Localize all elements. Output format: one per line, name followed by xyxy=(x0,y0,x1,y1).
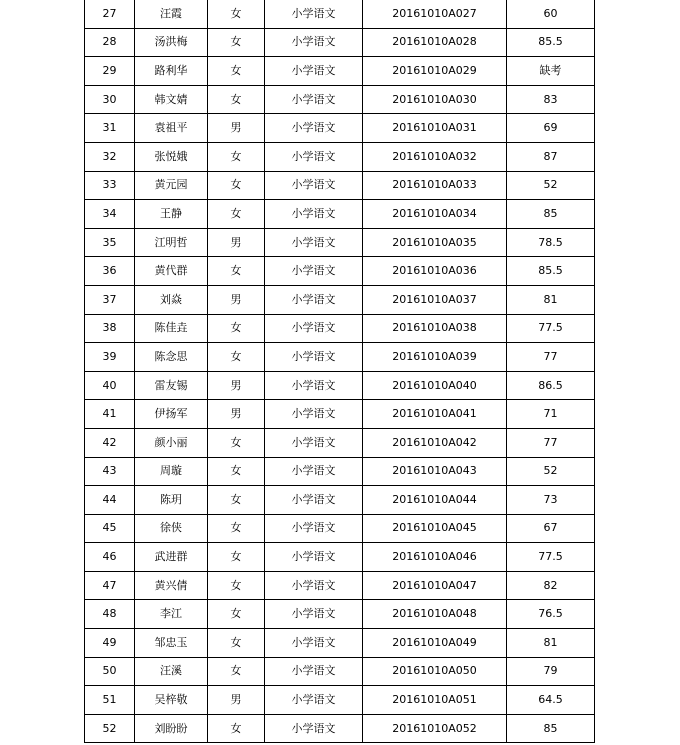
score-cell: 79 xyxy=(507,657,595,686)
subject-cell: 小学语文 xyxy=(265,400,363,429)
row-number-cell: 47 xyxy=(85,571,135,600)
score-cell: 69 xyxy=(507,114,595,143)
exam-id-cell: 20161010A039 xyxy=(363,343,507,372)
exam-id-cell: 20161010A049 xyxy=(363,629,507,658)
gender-cell: 女 xyxy=(208,600,265,629)
name-cell: 徐侠 xyxy=(135,514,208,543)
table-row xyxy=(85,571,595,600)
score-cell: 81 xyxy=(507,285,595,314)
score-cell: 85.5 xyxy=(507,28,595,57)
row-number-cell: 41 xyxy=(85,400,135,429)
table-row xyxy=(85,486,595,515)
subject-cell: 小学语文 xyxy=(265,571,363,600)
subject-cell: 小学语文 xyxy=(265,200,363,229)
row-number-cell: 30 xyxy=(85,85,135,114)
subject-cell: 小学语文 xyxy=(265,228,363,257)
gender-cell: 女 xyxy=(208,28,265,57)
gender-cell: 男 xyxy=(208,228,265,257)
score-cell: 52 xyxy=(507,457,595,486)
subject-cell: 小学语文 xyxy=(265,285,363,314)
exam-id-cell: 20161010A048 xyxy=(363,600,507,629)
subject-cell: 小学语文 xyxy=(265,85,363,114)
gender-cell: 女 xyxy=(208,714,265,743)
gender-cell: 女 xyxy=(208,343,265,372)
exam-id-cell: 20161010A052 xyxy=(363,714,507,743)
table-row xyxy=(85,514,595,543)
subject-cell: 小学语文 xyxy=(265,257,363,286)
subject-cell: 小学语文 xyxy=(265,686,363,715)
name-cell: 江明哲 xyxy=(135,228,208,257)
table-row xyxy=(85,228,595,257)
subject-cell: 小学语文 xyxy=(265,657,363,686)
gender-cell: 女 xyxy=(208,657,265,686)
gender-cell: 男 xyxy=(208,285,265,314)
subject-cell: 小学语文 xyxy=(265,57,363,86)
score-cell: 60 xyxy=(507,0,595,28)
name-cell: 周璇 xyxy=(135,457,208,486)
name-cell: 武进群 xyxy=(135,543,208,572)
row-number-cell: 34 xyxy=(85,200,135,229)
score-cell: 52 xyxy=(507,171,595,200)
name-cell: 颜小丽 xyxy=(135,428,208,457)
table-row xyxy=(85,171,595,200)
table-row xyxy=(85,142,595,171)
table-row xyxy=(85,28,595,57)
table-row xyxy=(85,85,595,114)
table-row xyxy=(85,114,595,143)
name-cell: 黄代群 xyxy=(135,257,208,286)
subject-cell: 小学语文 xyxy=(265,28,363,57)
gender-cell: 男 xyxy=(208,371,265,400)
name-cell: 伊扬军 xyxy=(135,400,208,429)
exam-id-cell: 20161010A034 xyxy=(363,200,507,229)
gender-cell: 女 xyxy=(208,171,265,200)
name-cell: 邹忠玉 xyxy=(135,629,208,658)
name-cell: 李江 xyxy=(135,600,208,629)
score-cell: 64.5 xyxy=(507,686,595,715)
table-row xyxy=(85,314,595,343)
gender-cell: 女 xyxy=(208,629,265,658)
gender-cell: 女 xyxy=(208,57,265,86)
row-number-cell: 45 xyxy=(85,514,135,543)
exam-id-cell: 20161010A037 xyxy=(363,285,507,314)
name-cell: 吴梓敬 xyxy=(135,686,208,715)
subject-cell: 小学语文 xyxy=(265,142,363,171)
gender-cell: 女 xyxy=(208,257,265,286)
exam-id-cell: 20161010A035 xyxy=(363,228,507,257)
name-cell: 汪霞 xyxy=(135,0,208,28)
gender-cell: 女 xyxy=(208,142,265,171)
subject-cell: 小学语文 xyxy=(265,514,363,543)
exam-id-cell: 20161010A036 xyxy=(363,257,507,286)
score-cell: 76.5 xyxy=(507,600,595,629)
row-number-cell: 36 xyxy=(85,257,135,286)
name-cell: 汤洪梅 xyxy=(135,28,208,57)
row-number-cell: 50 xyxy=(85,657,135,686)
row-number-cell: 38 xyxy=(85,314,135,343)
row-number-cell: 51 xyxy=(85,686,135,715)
row-number-cell: 39 xyxy=(85,343,135,372)
score-cell: 82 xyxy=(507,571,595,600)
row-number-cell: 28 xyxy=(85,28,135,57)
row-number-cell: 32 xyxy=(85,142,135,171)
row-number-cell: 27 xyxy=(85,0,135,28)
row-number-cell: 46 xyxy=(85,543,135,572)
table-row xyxy=(85,686,595,715)
subject-cell: 小学语文 xyxy=(265,0,363,28)
subject-cell: 小学语文 xyxy=(265,171,363,200)
gender-cell: 男 xyxy=(208,114,265,143)
exam-id-cell: 20161010A027 xyxy=(363,0,507,28)
exam-id-cell: 20161010A045 xyxy=(363,514,507,543)
score-cell: 87 xyxy=(507,142,595,171)
name-cell: 袁祖平 xyxy=(135,114,208,143)
table-row xyxy=(85,714,595,743)
name-cell: 黄兴倩 xyxy=(135,571,208,600)
table-row xyxy=(85,629,595,658)
exam-id-cell: 20161010A041 xyxy=(363,400,507,429)
exam-id-cell: 20161010A050 xyxy=(363,657,507,686)
gender-cell: 女 xyxy=(208,457,265,486)
name-cell: 陈玥 xyxy=(135,486,208,515)
row-number-cell: 52 xyxy=(85,714,135,743)
score-cell: 86.5 xyxy=(507,371,595,400)
exam-id-cell: 20161010A040 xyxy=(363,371,507,400)
name-cell: 黄元园 xyxy=(135,171,208,200)
table-row xyxy=(85,600,595,629)
table-row xyxy=(85,285,595,314)
row-number-cell: 43 xyxy=(85,457,135,486)
name-cell: 刘盼盼 xyxy=(135,714,208,743)
name-cell: 路利华 xyxy=(135,57,208,86)
score-cell: 77 xyxy=(507,428,595,457)
table-row xyxy=(85,428,595,457)
score-cell: 85.5 xyxy=(507,257,595,286)
gender-cell: 女 xyxy=(208,486,265,515)
table-row xyxy=(85,371,595,400)
row-number-cell: 37 xyxy=(85,285,135,314)
gender-cell: 女 xyxy=(208,514,265,543)
row-number-cell: 29 xyxy=(85,57,135,86)
exam-id-cell: 20161010A028 xyxy=(363,28,507,57)
exam-id-cell: 20161010A038 xyxy=(363,314,507,343)
exam-id-cell: 20161010A031 xyxy=(363,114,507,143)
name-cell: 刘焱 xyxy=(135,285,208,314)
table-row xyxy=(85,543,595,572)
gender-cell: 女 xyxy=(208,314,265,343)
exam-id-cell: 20161010A042 xyxy=(363,428,507,457)
score-cell: 85 xyxy=(507,714,595,743)
subject-cell: 小学语文 xyxy=(265,629,363,658)
exam-id-cell: 20161010A033 xyxy=(363,171,507,200)
gender-cell: 女 xyxy=(208,85,265,114)
subject-cell: 小学语文 xyxy=(265,371,363,400)
gender-cell: 女 xyxy=(208,0,265,28)
score-cell: 81 xyxy=(507,629,595,658)
exam-id-cell: 20161010A047 xyxy=(363,571,507,600)
score-cell: 71 xyxy=(507,400,595,429)
score-cell: 77.5 xyxy=(507,543,595,572)
subject-cell: 小学语文 xyxy=(265,486,363,515)
score-cell: 78.5 xyxy=(507,228,595,257)
name-cell: 韩文婧 xyxy=(135,85,208,114)
table-row xyxy=(85,400,595,429)
gender-cell: 女 xyxy=(208,543,265,572)
exam-id-cell: 20161010A030 xyxy=(363,85,507,114)
row-number-cell: 33 xyxy=(85,171,135,200)
subject-cell: 小学语文 xyxy=(265,714,363,743)
score-cell: 73 xyxy=(507,486,595,515)
table-row xyxy=(85,257,595,286)
exam-id-cell: 20161010A044 xyxy=(363,486,507,515)
subject-cell: 小学语文 xyxy=(265,114,363,143)
subject-cell: 小学语文 xyxy=(265,428,363,457)
score-table xyxy=(84,0,595,743)
row-number-cell: 35 xyxy=(85,228,135,257)
row-number-cell: 48 xyxy=(85,600,135,629)
table-row xyxy=(85,343,595,372)
row-number-cell: 42 xyxy=(85,428,135,457)
subject-cell: 小学语文 xyxy=(265,314,363,343)
name-cell: 雷友锡 xyxy=(135,371,208,400)
subject-cell: 小学语文 xyxy=(265,457,363,486)
row-number-cell: 49 xyxy=(85,629,135,658)
name-cell: 张悦娥 xyxy=(135,142,208,171)
row-number-cell: 44 xyxy=(85,486,135,515)
table-row xyxy=(85,57,595,86)
gender-cell: 女 xyxy=(208,571,265,600)
score-cell: 85 xyxy=(507,200,595,229)
exam-id-cell: 20161010A046 xyxy=(363,543,507,572)
gender-cell: 女 xyxy=(208,428,265,457)
score-cell: 缺考 xyxy=(507,57,595,86)
exam-id-cell: 20161010A029 xyxy=(363,57,507,86)
subject-cell: 小学语文 xyxy=(265,343,363,372)
score-cell: 77 xyxy=(507,343,595,372)
table-row xyxy=(85,657,595,686)
name-cell: 王静 xyxy=(135,200,208,229)
gender-cell: 女 xyxy=(208,200,265,229)
name-cell: 汪溪 xyxy=(135,657,208,686)
score-cell: 83 xyxy=(507,85,595,114)
score-table-body xyxy=(85,0,595,743)
exam-id-cell: 20161010A032 xyxy=(363,142,507,171)
exam-id-cell: 20161010A051 xyxy=(363,686,507,715)
score-cell: 77.5 xyxy=(507,314,595,343)
subject-cell: 小学语文 xyxy=(265,543,363,572)
row-number-cell: 31 xyxy=(85,114,135,143)
score-cell: 67 xyxy=(507,514,595,543)
subject-cell: 小学语文 xyxy=(265,600,363,629)
name-cell: 陈念思 xyxy=(135,343,208,372)
gender-cell: 男 xyxy=(208,400,265,429)
table-row xyxy=(85,200,595,229)
row-number-cell: 40 xyxy=(85,371,135,400)
table-row xyxy=(85,457,595,486)
name-cell: 陈佳垚 xyxy=(135,314,208,343)
gender-cell: 男 xyxy=(208,686,265,715)
table-row xyxy=(85,0,595,28)
exam-id-cell: 20161010A043 xyxy=(363,457,507,486)
